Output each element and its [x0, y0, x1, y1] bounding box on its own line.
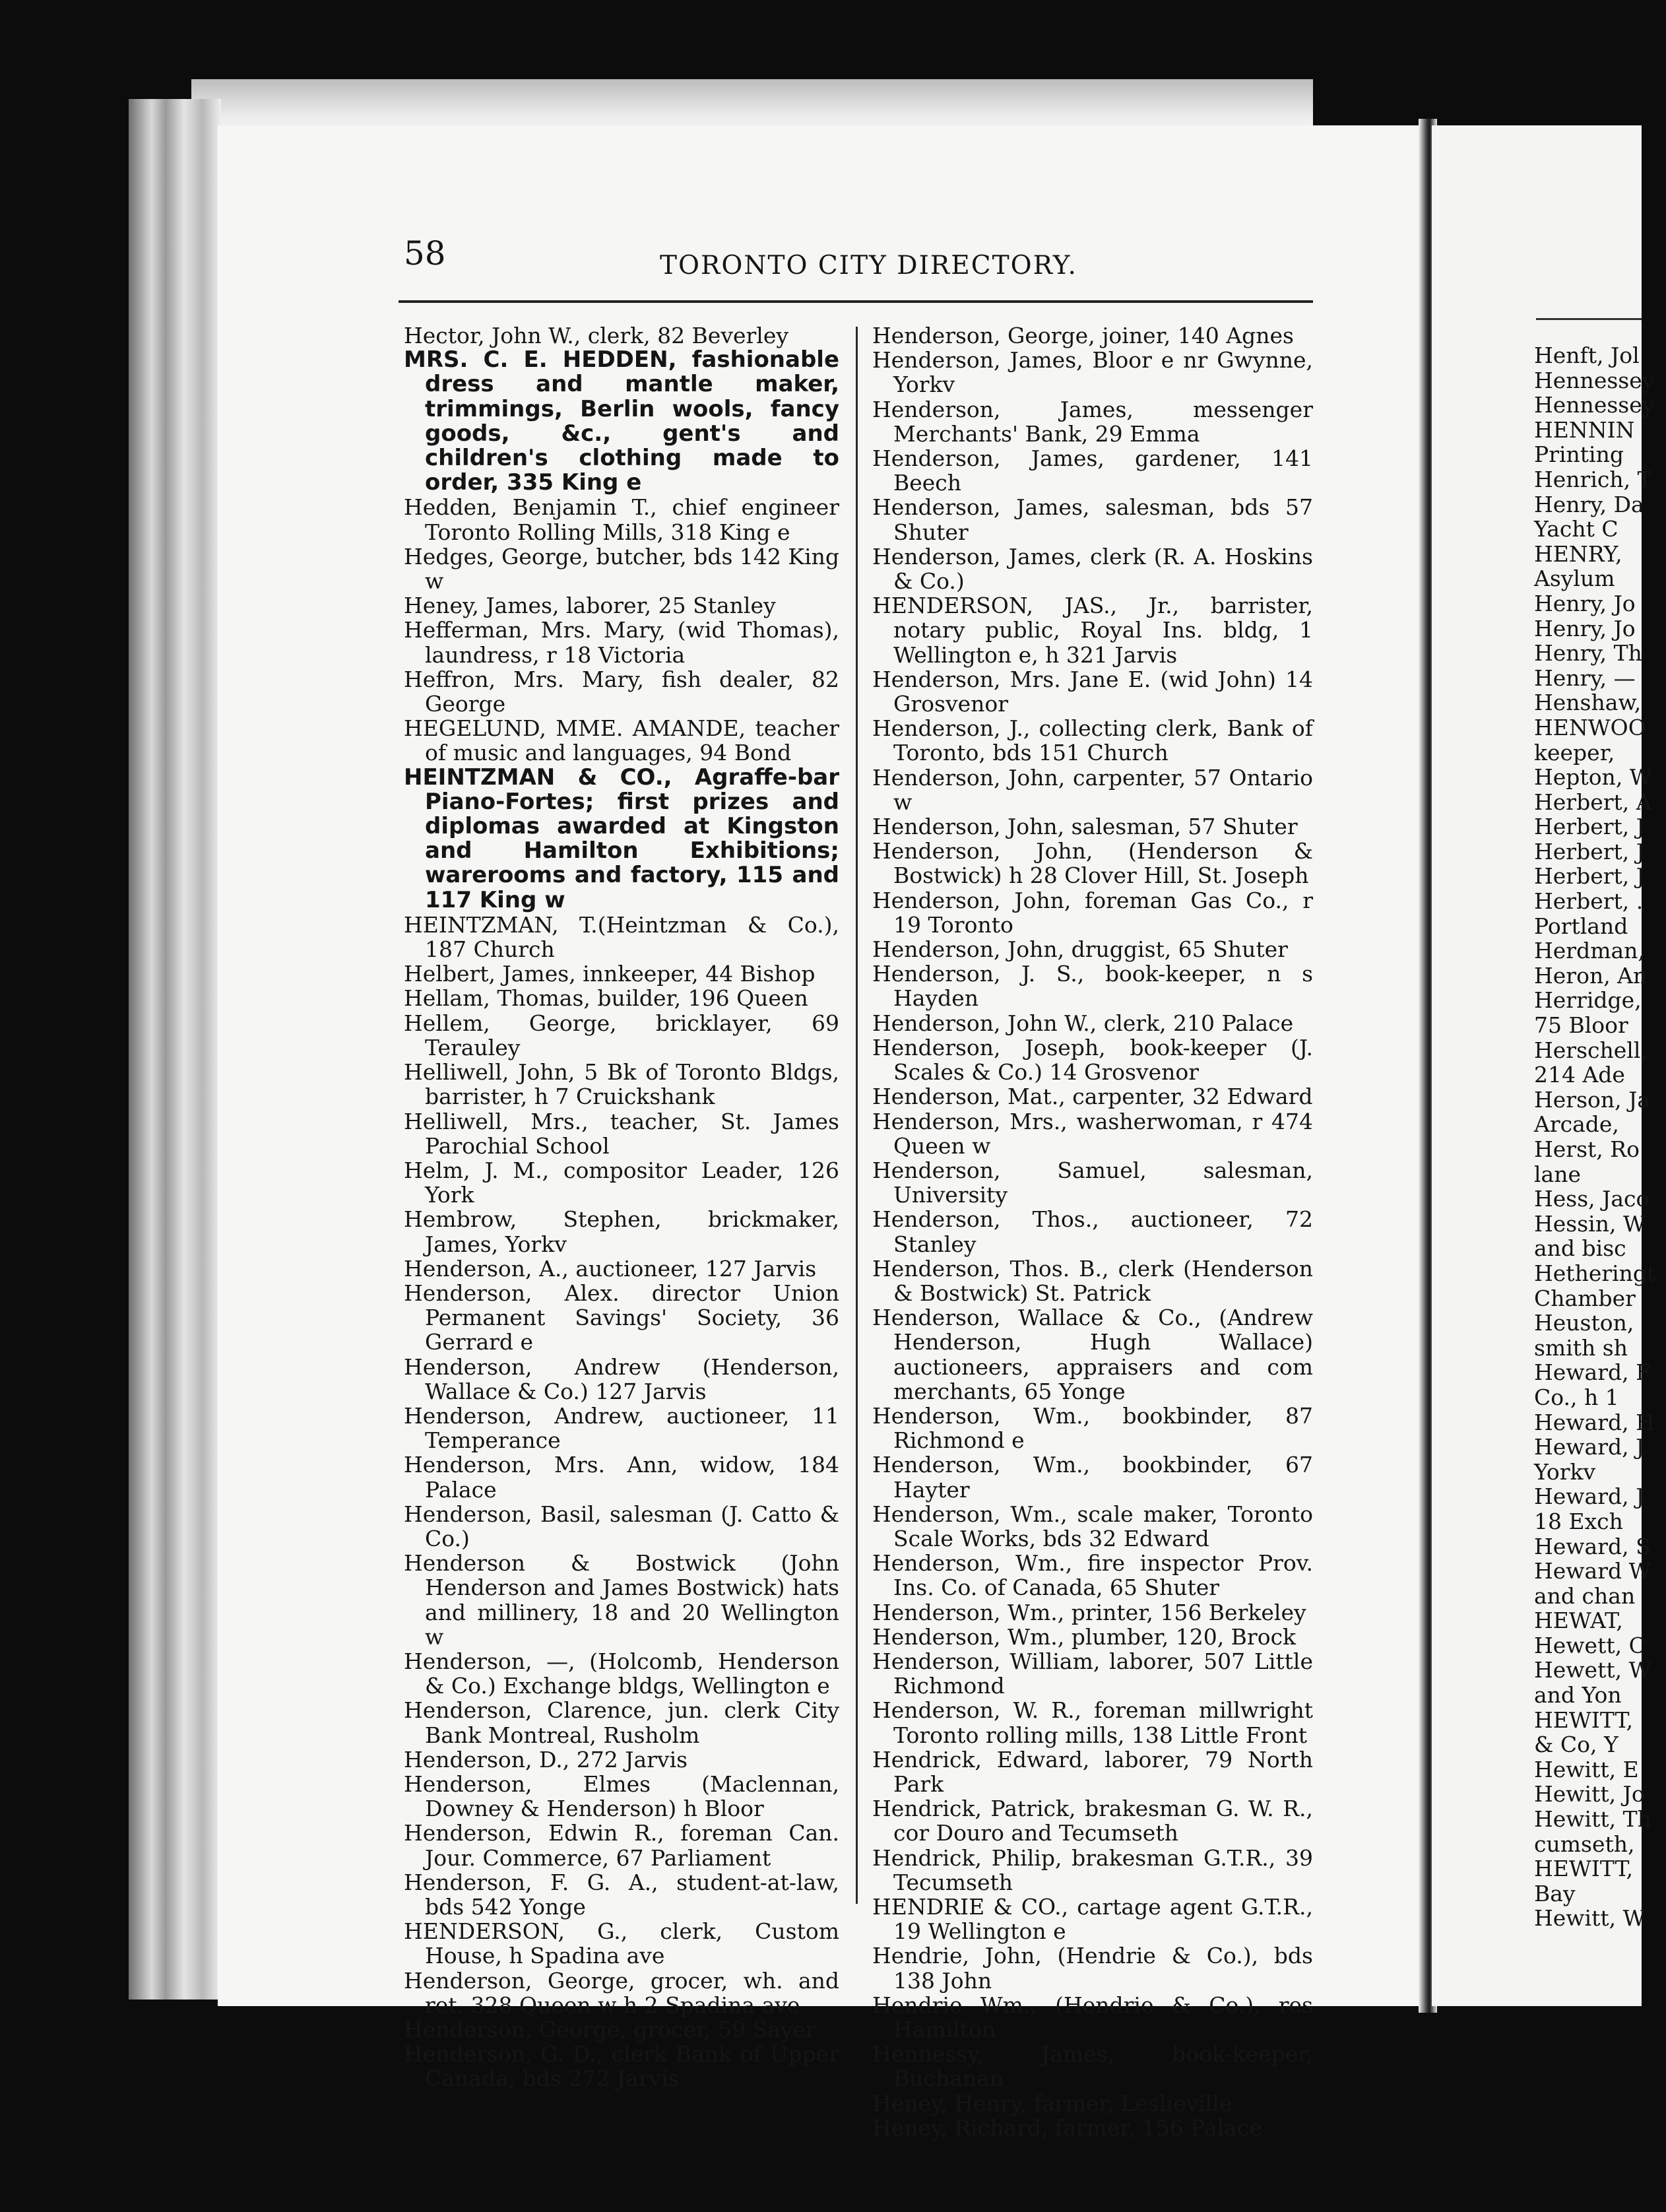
facing-page-fragment: Printing — [1534, 441, 1624, 468]
directory-entry: Heney, James, laborer, 25 Stanley — [404, 593, 776, 619]
directory-entry: Helm, J. M., compositor Leader, 126 York — [404, 1157, 839, 1208]
directory-entry: Hennessy, James, book-keeper, Buchanan — [872, 2041, 1313, 2092]
directory-entry: HENDERSON, JAS., Jr., barrister, notary public, Royal Ins. bldg, 1 Wellington e, h 321 Jarvis — [872, 593, 1313, 668]
facing-page-fragment: Herbert, . — [1534, 888, 1644, 915]
directory-entry: Henderson, John W., clerk, 210 Palace — [872, 1010, 1294, 1036]
directory-entry: Henderson, Mrs. Ann, widow, 184 Palace — [404, 1452, 839, 1503]
directory-advertisement: HEINTZMAN & CO., Agraffe-bar Piano-Fortes; first prizes and diplomas awarded at Kingston and Hamilton Exhibitions; warerooms and factory, 115 and 117 King w — [404, 764, 839, 913]
directory-entry: Henderson, John, foreman Gas Co., r 19 Toronto — [872, 887, 1313, 938]
directory-entry: Hefferman, Mrs. Mary, (wid Thomas), laundress, r 18 Victoria — [404, 617, 839, 668]
facing-page-fragment: Hewett, W — [1534, 1657, 1651, 1683]
facing-page-fragment: Hewitt, Jo — [1534, 1781, 1645, 1807]
facing-page-fragment: and bisc — [1534, 1235, 1626, 1262]
facing-page-fragment: Yorkv — [1534, 1458, 1596, 1485]
facing-page-fragment: Hennessey — [1534, 367, 1655, 393]
directory-entry: Henderson, Andrew, auctioneer, 11 Temperance — [404, 1402, 839, 1454]
facing-page-fragment: Henry, Th — [1534, 640, 1642, 667]
directory-entry: HEGELUND, MME. AMANDE, teacher of music and languages, 94 Bond — [404, 715, 839, 766]
header-rule — [399, 300, 1313, 303]
facing-page-rule — [1536, 318, 1642, 320]
facing-page-fragment: Herbert, J — [1534, 814, 1645, 840]
directory-entry: Heffron, Mrs. Mary, fish dealer, 82 George — [404, 666, 839, 717]
facing-page-fragment: lane — [1534, 1161, 1582, 1187]
facing-page-fragment: Henshaw, — [1534, 690, 1642, 716]
facing-page-fragment: Hessin, W — [1534, 1210, 1646, 1237]
facing-page-fragment: Heuston, — [1534, 1310, 1634, 1336]
facing-page-fragment: Herschell, — [1534, 1037, 1648, 1063]
directory-entry: Hendrick, Edward, laborer, 79 North Park — [872, 1746, 1313, 1797]
facing-page-fragment: Herbert, J — [1534, 838, 1645, 864]
directory-entry: Henderson, Elmes (Maclennan, Downey & Henderson) h Bloor — [404, 1771, 839, 1822]
directory-entry: Henderson, Wm., bookbinder, 67 Hayter — [872, 1452, 1313, 1503]
directory-entry: Helliwell, Mrs., teacher, St. James Parochial School — [404, 1108, 839, 1159]
facing-page-fragment: Chamber — [1534, 1285, 1636, 1311]
directory-entry: Henderson, G. D., clerk Bank of Upper Canada, bds 272 Jarvis — [404, 2041, 839, 2092]
directory-entry: Henderson, Wm., bookbinder, 87 Richmond e — [872, 1402, 1313, 1454]
facing-page-fragment: Herridge, — [1534, 987, 1642, 1014]
directory-entry: Henderson, William, laborer, 507 Little Richmond — [872, 1648, 1313, 1699]
facing-page-fragment: Heward, J — [1534, 1483, 1645, 1510]
facing-page-fragment: Heward, H — [1534, 1409, 1655, 1435]
directory-entry: Henderson, John, carpenter, 57 Ontario w — [872, 764, 1313, 815]
facing-page-fragment: Bay — [1534, 1880, 1576, 1906]
directory-entry: Henderson, Alex. director Union Permanent Savings' Society, 36 Gerrard e — [404, 1280, 839, 1355]
directory-entry: Hellem, George, bricklayer, 69 Terauley — [404, 1010, 839, 1060]
directory-entry: Hector, John W., clerk, 82 Beverley — [404, 323, 789, 348]
directory-entry: Henderson, Thos. B., clerk (Henderson & Bostwick) St. Patrick — [872, 1255, 1313, 1306]
facing-page-fragment: HENRY, — [1534, 540, 1622, 567]
directory-entry: Heney, Richard, farmer, 156 Palace — [872, 2114, 1262, 2141]
facing-page-fragment: Henry, Da — [1534, 491, 1644, 517]
facing-page-fragment: Herbert, J — [1534, 863, 1645, 890]
facing-page-fragment: Hewitt, W — [1534, 1905, 1646, 1932]
directory-entry: Henderson, Mrs., washerwoman, r 474 Queen w — [872, 1108, 1313, 1159]
directory-entry: Henderson, —, (Holcomb, Henderson & Co.) Exchange bldgs, Wellington e — [404, 1648, 839, 1699]
page-number: 58 — [404, 234, 446, 273]
facing-page-fragment: Hewett, C — [1534, 1632, 1646, 1658]
right-column — [872, 323, 1313, 2140]
directory-entry: Hedges, George, butcher, bds 142 King w — [404, 543, 839, 595]
facing-page-fragment: Hewitt, Th — [1534, 1806, 1651, 1833]
directory-entry: Henderson, J. S., book-keeper, n s Hayden — [872, 961, 1313, 1012]
facing-page-fragment: Hetheringt — [1534, 1260, 1656, 1286]
facing-page-fragment: Co., h 1 — [1534, 1384, 1619, 1410]
directory-entry: HEINTZMAN, T.(Heintzman & Co.), 187 Church — [404, 911, 839, 963]
directory-entry: Henderson, A., auctioneer, 127 Jarvis — [404, 1255, 817, 1282]
directory-entry: Hendrick, Patrick, brakesman G. W. R., cor Douro and Tecumseth — [872, 1796, 1313, 1846]
directory-entry: Helbert, James, innkeeper, 44 Bishop — [404, 961, 816, 987]
directory-entry: Henderson, Thos., auctioneer, 72 Stanley — [872, 1206, 1313, 1257]
facing-page-fragment: and chan — [1534, 1582, 1636, 1609]
facing-page-fragment: Heward W — [1534, 1558, 1651, 1584]
facing-page-fragment: Herdman, — [1534, 938, 1645, 964]
facing-page-fragment: keeper, — [1534, 739, 1615, 765]
facing-page-fragment: Henry, Jo — [1534, 615, 1636, 641]
directory-entry: Hedden, Benjamin T., chief engineer Toronto Rolling Mills, 318 King e — [404, 494, 839, 545]
facing-page-fragment: Hennessey — [1534, 392, 1655, 418]
directory-entry: Henderson, James, messenger Merchants' Bank, 29 Emma — [872, 396, 1313, 447]
facing-page-fragment: HEWAT, — [1534, 1608, 1623, 1634]
facing-page-fragment: 18 Exch — [1534, 1508, 1623, 1534]
directory-entry: HENDERSON, G., clerk, Custom House, h Spadina ave — [404, 1918, 839, 1969]
directory-entry: Henderson, George, grocer, wh. and ret. 328 Queen w h 2 Spadina ave — [404, 1967, 839, 2018]
directory-entry: Henderson, Mrs. Jane E. (wid John) 14 Grosvenor — [872, 666, 1313, 717]
facing-page-fragment: Henft, Jol — [1534, 342, 1640, 368]
left-column — [404, 323, 839, 2091]
directory-entry: Heney, Henry, farmer, Leslieville — [872, 2090, 1233, 2116]
directory-entry: Henderson, Wm., scale maker, Toronto Scale Works, bds 32 Edward — [872, 1501, 1313, 1551]
directory-entry: Henderson, Wm., fire inspector Prov. Ins. Co. of Canada, 65 Shuter — [872, 1550, 1313, 1601]
book-page-edges — [129, 99, 221, 2000]
running-head: TORONTO CITY DIRECTORY. — [660, 251, 1077, 280]
directory-entry: Hendrie, John, (Hendrie & Co.), bds 138 John — [872, 1943, 1313, 1994]
facing-page-fragment: Heward, S — [1534, 1533, 1651, 1559]
facing-page-fragment: Asylum — [1534, 566, 1615, 592]
directory-entry: Hembrow, Stephen, brickmaker, James, Yorkv — [404, 1206, 839, 1257]
facing-page-fragment: Hewitt, E — [1534, 1756, 1639, 1782]
directory-entry: Henderson, James, gardener, 141 Beech — [872, 445, 1313, 496]
facing-page-fragment: Herson, Ja — [1534, 1086, 1651, 1113]
facing-page-fragment: Hess, Jaco — [1534, 1186, 1650, 1212]
facing-page-fragment: & Co, Y — [1534, 1732, 1618, 1758]
directory-entry: Hendrick, Philip, brakesman G.T.R., 39 Tecumseth — [872, 1844, 1313, 1895]
directory-entry: Henderson, D., 272 Jarvis — [404, 1746, 688, 1773]
directory-advertisement: MRS. C. E. HEDDEN, fashionable dress and mantle maker, trimmings, Berlin wools, fancy goods, &c., gent's and children's clothing made to order, 335 King e — [404, 346, 839, 496]
facing-page-fragment: Portland — [1534, 913, 1628, 939]
column-rule — [856, 327, 858, 1904]
facing-page-fragment: Yacht C — [1534, 516, 1618, 542]
directory-entry: Henderson, James, Bloor e nr Gwynne, Yorkv — [872, 347, 1313, 398]
directory-entry: Hendrie Wm., (Hendrie & Co.), res Hamilton — [872, 1992, 1313, 2043]
facing-page-column — [1534, 343, 1666, 1931]
facing-page-fragment: Heward, F — [1534, 1359, 1651, 1386]
directory-entry: Henderson, W. R., foreman millwright Toronto rolling mills, 138 Little Front — [872, 1697, 1313, 1748]
facing-page-fragment: smith sh — [1534, 1334, 1628, 1361]
facing-page-fragment: HEWITT, — [1534, 1707, 1634, 1733]
directory-entry: Henderson, George, grocer, 59 Sayer — [404, 2017, 816, 2043]
directory-entry: Henderson, Wm., plumber, 120, Brock — [872, 1623, 1297, 1650]
facing-page-fragment: Herbert, A — [1534, 789, 1652, 815]
directory-entry: Henderson, James, clerk (R. A. Hoskins & Co.) — [872, 543, 1313, 595]
directory-entry: Henderson, George, joiner, 140 Agnes — [872, 323, 1294, 348]
directory-entry: Henderson, James, salesman, bds 57 Shuter — [872, 494, 1313, 545]
facing-page-fragment: Henry, — — [1534, 665, 1636, 691]
facing-page-fragment: HENNIN — [1534, 416, 1635, 443]
directory-entry: Henderson, John, druggist, 65 Shuter — [872, 936, 1288, 963]
facing-page-fragment: HENWOO — [1534, 714, 1646, 740]
directory-entry: Henderson, John, salesman, 57 Shuter — [872, 814, 1298, 840]
directory-entry: Henderson, Basil, salesman (J. Catto & Co.) — [404, 1501, 839, 1551]
facing-page-fragment: Henrich, T — [1534, 466, 1652, 492]
facing-page-fragment: HEWITT, — [1534, 1856, 1634, 1882]
directory-entry: Henderson, Wm., printer, 156 Berkeley — [872, 1599, 1306, 1625]
facing-page-fragment: Heward, J — [1534, 1434, 1645, 1460]
directory-entry: Henderson, Andrew (Henderson, Wallace & Co.) 127 Jarvis — [404, 1353, 839, 1404]
directory-entry: Henderson, Edwin R., foreman Can. Jour. Commerce, 67 Parliament — [404, 1820, 839, 1871]
facing-page-fragment: and Yon — [1534, 1682, 1622, 1708]
directory-entry: Helliwell, John, 5 Bk of Toronto Bldgs, barrister, h 7 Cruickshank — [404, 1059, 839, 1110]
directory-entry: Hellam, Thomas, builder, 196 Queen — [404, 985, 808, 1012]
book-top-edge — [191, 79, 1313, 132]
directory-entry: Henderson, Clarence, jun. clerk City Bank Montreal, Rusholm — [404, 1697, 839, 1748]
directory-entry: Henderson, Mat., carpenter, 32 Edward — [872, 1084, 1313, 1110]
facing-page-fragment: Herst, Ro — [1534, 1136, 1640, 1162]
facing-page-fragment: 214 Ade — [1534, 1062, 1625, 1088]
facing-page-fragment: Henry, Jo — [1534, 590, 1636, 616]
facing-page-fragment: Heron, An — [1534, 962, 1648, 989]
facing-page-fragment: cumseth, — [1534, 1831, 1635, 1857]
directory-entry: Henderson, F. G. A., student-at-law, bds 542 Yonge — [404, 1869, 839, 1920]
directory-entry: Henderson & Bostwick (John Henderson and James Bostwick) hats and millinery, 18 and 20 Wellington w — [404, 1550, 839, 1650]
directory-entry: Henderson, Samuel, salesman, University — [872, 1157, 1313, 1208]
facing-page-fragment: Arcade, — [1534, 1111, 1619, 1138]
directory-entry: Henderson, John, (Henderson & Bostwick) h 28 Clover Hill, St. Joseph — [872, 838, 1313, 889]
facing-page-fragment: Hepton, W — [1534, 764, 1652, 791]
directory-entry: HENDRIE & CO., cartage agent G.T.R., 19 Wellington e — [872, 1894, 1313, 1945]
facing-page-fragment: 75 Bloor — [1534, 1012, 1628, 1039]
directory-entry: Henderson, Joseph, book-keeper (J. Scales & Co.) 14 Grosvenor — [872, 1034, 1313, 1086]
directory-entry: Henderson, Wallace & Co., (Andrew Henderson, Hugh Wallace) auctioneers, appraisers and com merchants, 65 Yonge — [872, 1305, 1313, 1404]
directory-entry: Henderson, J., collecting clerk, Bank of Toronto, bds 151 Church — [872, 715, 1313, 766]
